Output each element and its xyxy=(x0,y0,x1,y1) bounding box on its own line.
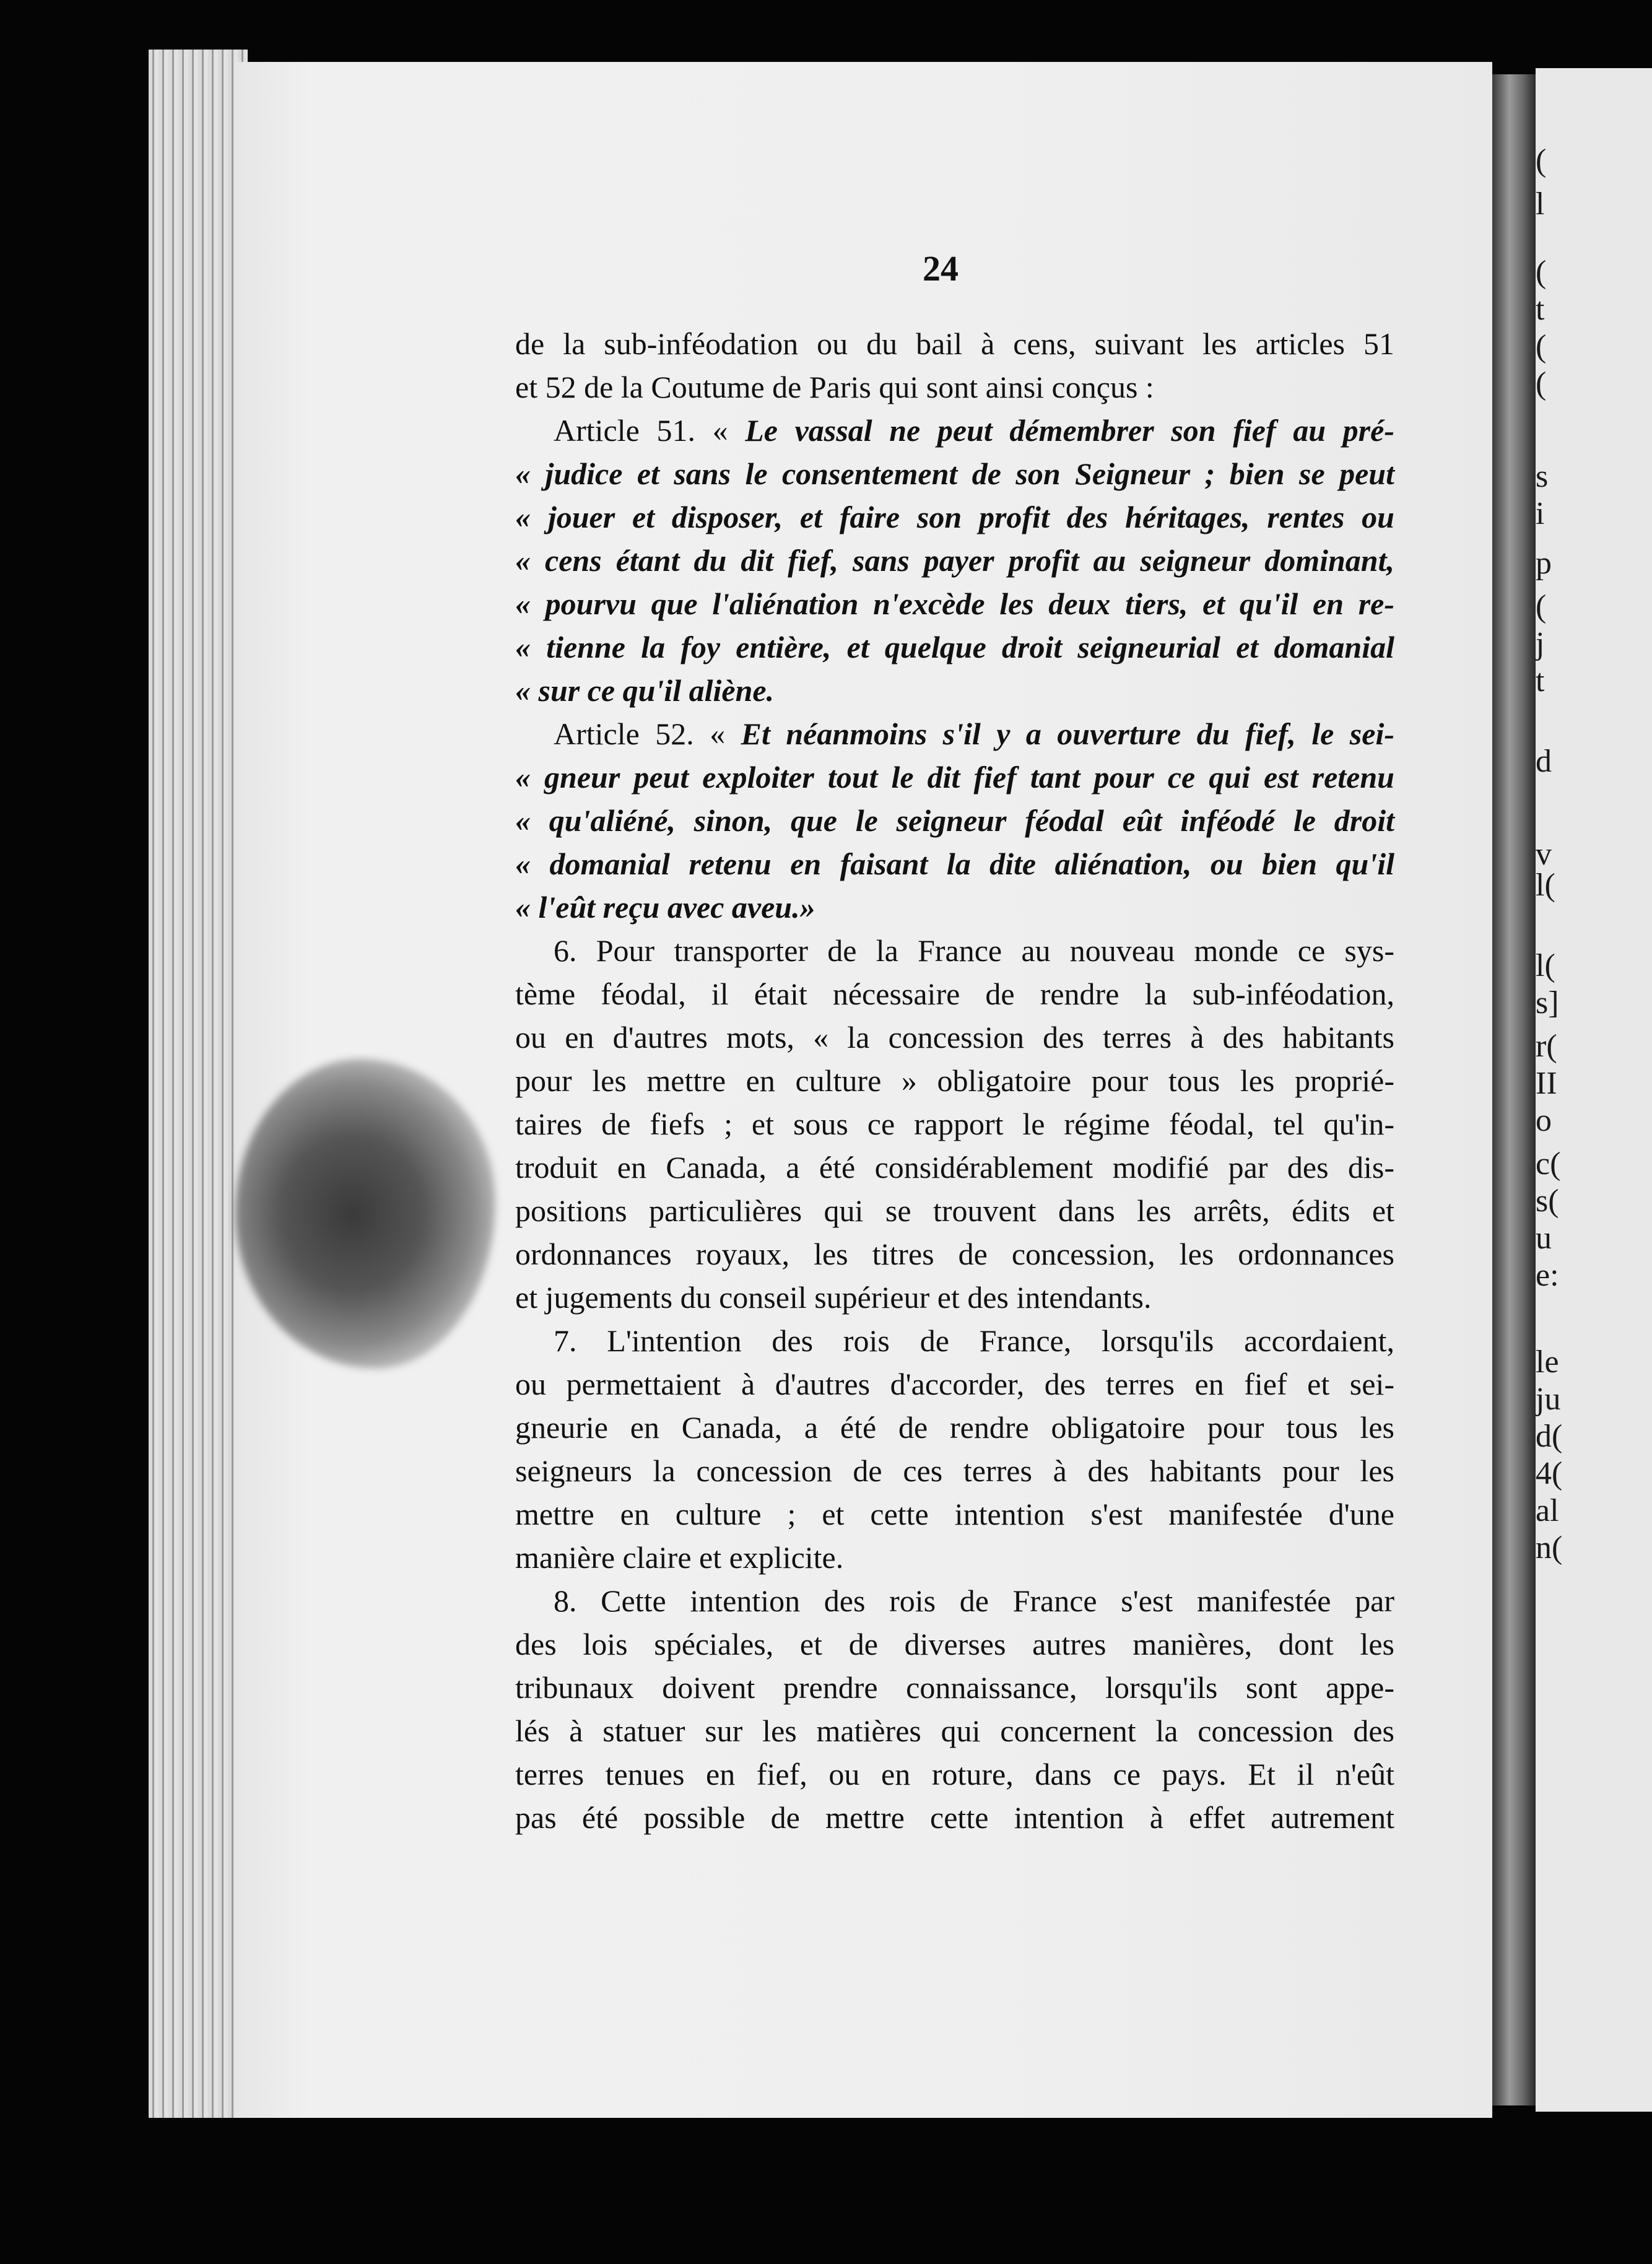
text-line: 7. L'intention des rois de France, lorsqu'ils accordaient, xyxy=(554,1323,1394,1358)
text-line: ou en d'autres mots, « la concession des terres à des habitants xyxy=(515,1020,1394,1055)
text-line: taires de fiefs ; et sous ce rapport le régime féodal, tel qu'in- xyxy=(515,1107,1394,1141)
text-line: tème féodal, il était nécessaire de rendre la sub-inféodation, xyxy=(515,977,1394,1011)
text-line: et 52 de la Coutume de Paris qui sont ainsi conçus : xyxy=(515,370,1154,404)
facing-page-fragment: t xyxy=(1536,292,1545,327)
facing-page-fragment: r( xyxy=(1536,1029,1557,1064)
facing-page-fragment: d( xyxy=(1536,1419,1563,1454)
facing-page-fragment: 4( xyxy=(1536,1456,1563,1491)
text-line: troduit en Canada, a été considérablement modifié par des dis- xyxy=(515,1150,1394,1185)
book-gutter xyxy=(1492,74,1536,2105)
text-line: « jouer et disposer, et faire son profit des héritages, rentes ou xyxy=(515,500,1394,534)
text-line: « domanial retenu en faisant la dite aliénation, ou bien qu'il xyxy=(515,847,1394,881)
facing-page-fragment: ( xyxy=(1536,143,1547,178)
facing-page-fragment: c( xyxy=(1536,1146,1561,1182)
text-line: « cens étant du dit fief, sans payer profit au seigneur dominant, xyxy=(515,543,1394,578)
page-number: 24 xyxy=(923,248,959,289)
facing-page-fragment: ju xyxy=(1536,1382,1561,1417)
text-line: « pourvu que l'aliénation n'excède les deux tiers, et qu'il en re- xyxy=(515,586,1394,621)
facing-page-fragment: II xyxy=(1536,1066,1557,1101)
facing-page-fragment: s] xyxy=(1536,985,1559,1021)
facing-page-fragment: n( xyxy=(1536,1530,1563,1565)
facing-page-fragment: j xyxy=(1536,626,1545,661)
text-line: lés à statuer sur les matières qui concernent la concession des xyxy=(515,1713,1394,1748)
text-line: mettre en culture ; et cette intention s'est manifestée d'une xyxy=(515,1497,1394,1531)
facing-page-fragment: al xyxy=(1536,1493,1559,1528)
text-line: des lois spéciales, et de diverses autres manières, dont les xyxy=(515,1627,1394,1661)
facing-page-fragment: v xyxy=(1536,837,1552,872)
facing-page-fragment: l( xyxy=(1536,948,1555,983)
text-line: terres tenues en fief, ou en roture, dans ce pays. Et il n'eût xyxy=(515,1757,1394,1792)
text-line: pour les mettre en culture » obligatoire pour tous les proprié- xyxy=(515,1063,1394,1098)
facing-page-fragment: ( xyxy=(1536,329,1547,364)
text-line: positions particulières qui se trouvent dans les arrêts, édits et xyxy=(515,1193,1394,1228)
text-line: pas été possible de mettre cette intention à effet autrement xyxy=(515,1800,1394,1835)
facing-page-fragment: ( xyxy=(1536,589,1547,624)
text-line: ordonnances royaux, les titres de concession, les ordonnances xyxy=(515,1237,1394,1271)
text-line: gneurie en Canada, a été de rendre obligatoire pour tous les xyxy=(515,1410,1394,1445)
text-line: « qu'aliéné, sinon, que le seigneur féodal eût inféodé le droit xyxy=(515,803,1394,838)
text-line: ou permettaient à d'autres d'accorder, des terres en fief et sei- xyxy=(515,1367,1394,1401)
facing-page-fragment: s( xyxy=(1536,1183,1559,1219)
facing-page-fragment: d xyxy=(1536,744,1552,779)
text-line: et jugements du conseil supérieur et des intendants. xyxy=(515,1280,1152,1315)
text-line: « judice et sans le consentement de son Seigneur ; bien se peut xyxy=(515,456,1394,491)
text-line: seigneurs la concession de ces terres à des habitants pour les xyxy=(515,1453,1394,1488)
text-line: « tienne la foy entière, et quelque droit seigneurial et domanial xyxy=(515,630,1394,664)
facing-page-fragment: t xyxy=(1536,663,1545,699)
facing-page-fragment: i xyxy=(1536,496,1545,531)
text-line: « sur ce qu'il aliène. xyxy=(515,673,775,708)
facing-page-fragment: o xyxy=(1536,1103,1552,1138)
facing-page-fragment: ( xyxy=(1536,366,1547,401)
text-line: « gneur peut exploiter tout le dit fief tant pour ce qui est retenu xyxy=(515,760,1394,795)
facing-page-fragment: p xyxy=(1536,546,1552,581)
text-line: Article 52. « Et néanmoins s'il y a ouverture du fief, le sei- xyxy=(554,716,1394,751)
facing-page-fragment: le xyxy=(1536,1344,1559,1380)
page-stack-edge xyxy=(149,50,248,2118)
text-line: de la sub-inféodation ou du bail à cens, suivant les articles 51 xyxy=(515,326,1394,361)
text-line: 8. Cette intention des rois de France s'est manifestée par xyxy=(554,1583,1394,1618)
text-line: tribunaux doivent prendre connaissance, lorsqu'ils sont appe- xyxy=(515,1670,1394,1705)
text-line: 6. Pour transporter de la France au nouveau monde ce sys- xyxy=(554,933,1394,968)
text-line: manière claire et explicite. xyxy=(515,1540,844,1575)
body-text xyxy=(515,322,1394,1839)
facing-page-edge xyxy=(1536,68,1652,2112)
facing-page-fragment: u xyxy=(1536,1221,1552,1256)
facing-page-fragment: e: xyxy=(1536,1258,1559,1293)
facing-page-fragment: l( xyxy=(1536,868,1555,903)
facing-page-fragment: ( xyxy=(1536,255,1547,290)
facing-page-fragment: s xyxy=(1536,459,1549,494)
text-line: « l'eût reçu avec aveu.» xyxy=(515,890,815,925)
facing-page-fragment: l xyxy=(1536,186,1545,222)
text-line: Article 51. « Le vassal ne peut démembrer son fief au pré- xyxy=(554,413,1394,448)
